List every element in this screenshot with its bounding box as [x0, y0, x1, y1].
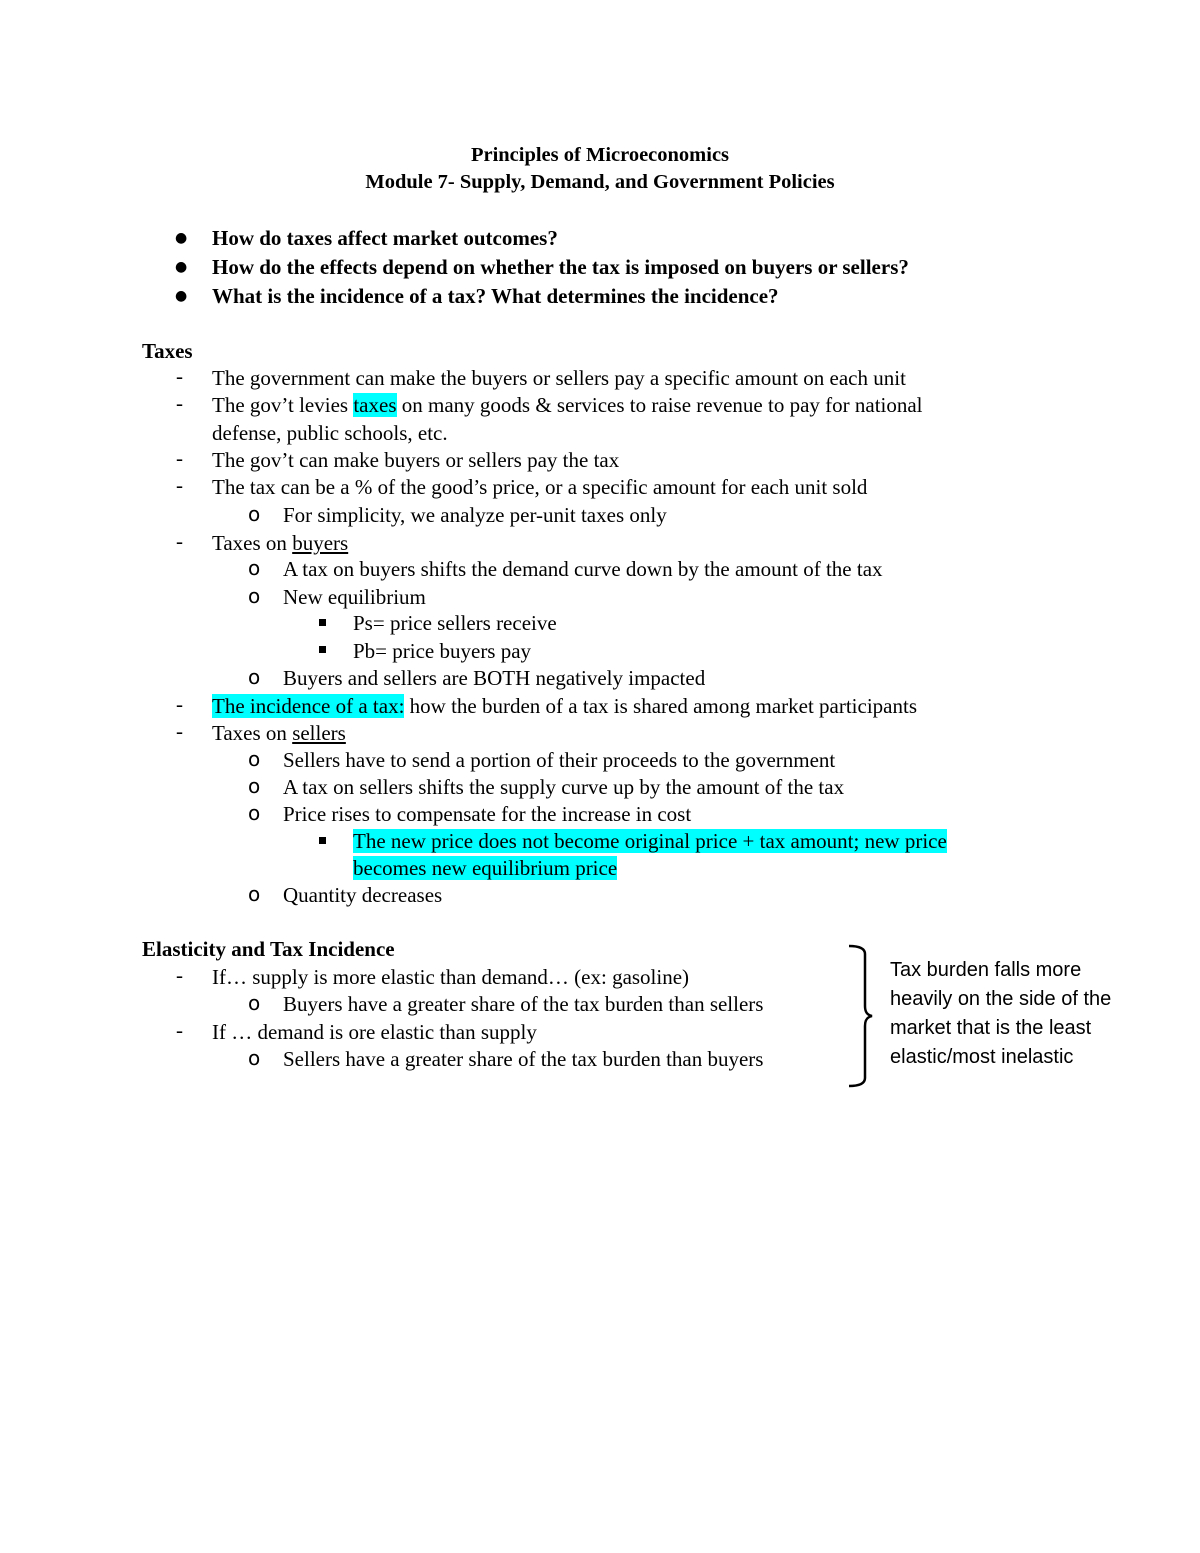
- sub-sub-item: Ps= price sellers receive: [353, 611, 557, 635]
- dash-icon: -: [176, 473, 183, 497]
- text-run: how the burden of a tax is shared among market participants: [404, 694, 917, 718]
- dash-icon: -: [176, 364, 183, 388]
- circle-bullet-icon: o: [248, 584, 261, 608]
- sub-item: Buyers have a greater share of the tax burden than sellers: [283, 992, 764, 1016]
- dash-icon: -: [176, 446, 183, 470]
- sub-item: A tax on buyers shifts the demand curve down by the amount of the tax: [283, 557, 883, 581]
- underlined-term: sellers: [292, 721, 346, 745]
- circle-bullet-icon: o: [248, 665, 261, 689]
- section-heading-taxes: Taxes: [142, 339, 193, 363]
- circle-bullet-icon: o: [248, 801, 261, 825]
- curly-brace-icon: [845, 942, 875, 1090]
- list-item-continuation: defense, public schools, etc.: [212, 421, 448, 445]
- list-item: If … demand is ore elastic than supply: [212, 1020, 537, 1044]
- list-item: The gov’t can make buyers or sellers pay the tax: [212, 448, 620, 472]
- list-item: [212, 530, 348, 557]
- square-bullet-icon: [319, 646, 326, 653]
- sub-sub-item: Pb= price buyers pay: [353, 639, 532, 663]
- circle-bullet-icon: o: [248, 747, 261, 771]
- list-item: [212, 392, 923, 419]
- document-subtitle: Module 7- Supply, Demand, and Government Policies: [365, 171, 835, 193]
- dash-icon: -: [176, 529, 183, 553]
- note-line: Tax burden falls more: [890, 959, 1082, 981]
- bullet-icon: ●: [175, 288, 188, 304]
- circle-bullet-icon: o: [248, 1046, 261, 1070]
- list-item: [212, 720, 346, 747]
- sub-sub-item: [353, 828, 947, 855]
- highlighted-text: The new price does not become original price + tax amount; new price: [353, 829, 947, 853]
- sub-item: Buyers and sellers are BOTH negatively impacted: [283, 666, 706, 690]
- margin-note: [890, 956, 1111, 1072]
- circle-bullet-icon: o: [248, 502, 261, 526]
- note-line: market that is the least: [890, 1017, 1092, 1039]
- highlighted-term: taxes: [353, 393, 397, 417]
- underlined-term: buyers: [292, 531, 349, 555]
- text-run: Taxes on: [212, 531, 293, 555]
- sub-item: Price rises to compensate for the increase in cost: [283, 802, 692, 826]
- note-line: heavily on the side of the: [890, 988, 1112, 1010]
- circle-bullet-icon: o: [248, 774, 261, 798]
- dash-icon: -: [176, 391, 183, 415]
- document-title: Principles of Microeconomics: [470, 144, 730, 166]
- text-run: The gov’t levies: [212, 393, 354, 417]
- sub-item: Quantity decreases: [283, 883, 443, 907]
- sub-item: New equilibrium: [283, 585, 426, 609]
- sub-sub-item-continuation: [353, 855, 617, 882]
- sub-item: For simplicity, we analyze per-unit taxes only: [283, 503, 667, 527]
- section-heading-elasticity: Elasticity and Tax Incidence: [142, 937, 395, 961]
- dash-icon: -: [176, 692, 183, 716]
- list-item: If… supply is more elastic than demand… (ex: gasoline): [212, 965, 690, 989]
- dash-icon: -: [176, 719, 183, 743]
- list-item: The government can make the buyers or sellers pay a specific amount on each unit: [212, 366, 906, 390]
- dash-icon: -: [176, 963, 183, 987]
- question-item: How do taxes affect market outcomes?: [212, 226, 558, 250]
- circle-bullet-icon: o: [248, 991, 261, 1015]
- dash-icon: -: [176, 1018, 183, 1042]
- text-run: on many goods & services to raise revenue to pay for national: [396, 393, 923, 417]
- bullet-icon: ●: [175, 259, 188, 275]
- list-item: [212, 693, 917, 720]
- circle-bullet-icon: o: [248, 556, 261, 580]
- list-item: The tax can be a % of the good’s price, or a specific amount for each unit sold: [212, 475, 868, 499]
- sub-item: A tax on sellers shifts the supply curve up by the amount of the tax: [283, 775, 845, 799]
- square-bullet-icon: [319, 619, 326, 626]
- question-item: What is the incidence of a tax? What determines the incidence?: [212, 284, 779, 308]
- question-item: How do the effects depend on whether the tax is imposed on buyers or sellers?: [212, 255, 909, 279]
- highlighted-term: The incidence of a tax:: [212, 694, 405, 718]
- bullet-icon: ●: [175, 230, 188, 246]
- circle-bullet-icon: o: [248, 882, 261, 906]
- note-line: elastic/most inelastic: [890, 1046, 1074, 1068]
- highlighted-text: becomes new equilibrium price: [353, 856, 618, 880]
- square-bullet-icon: [319, 837, 326, 844]
- sub-item: Sellers have a greater share of the tax burden than buyers: [283, 1047, 764, 1071]
- text-run: Taxes on: [212, 721, 293, 745]
- sub-item: Sellers have to send a portion of their proceeds to the government: [283, 748, 836, 772]
